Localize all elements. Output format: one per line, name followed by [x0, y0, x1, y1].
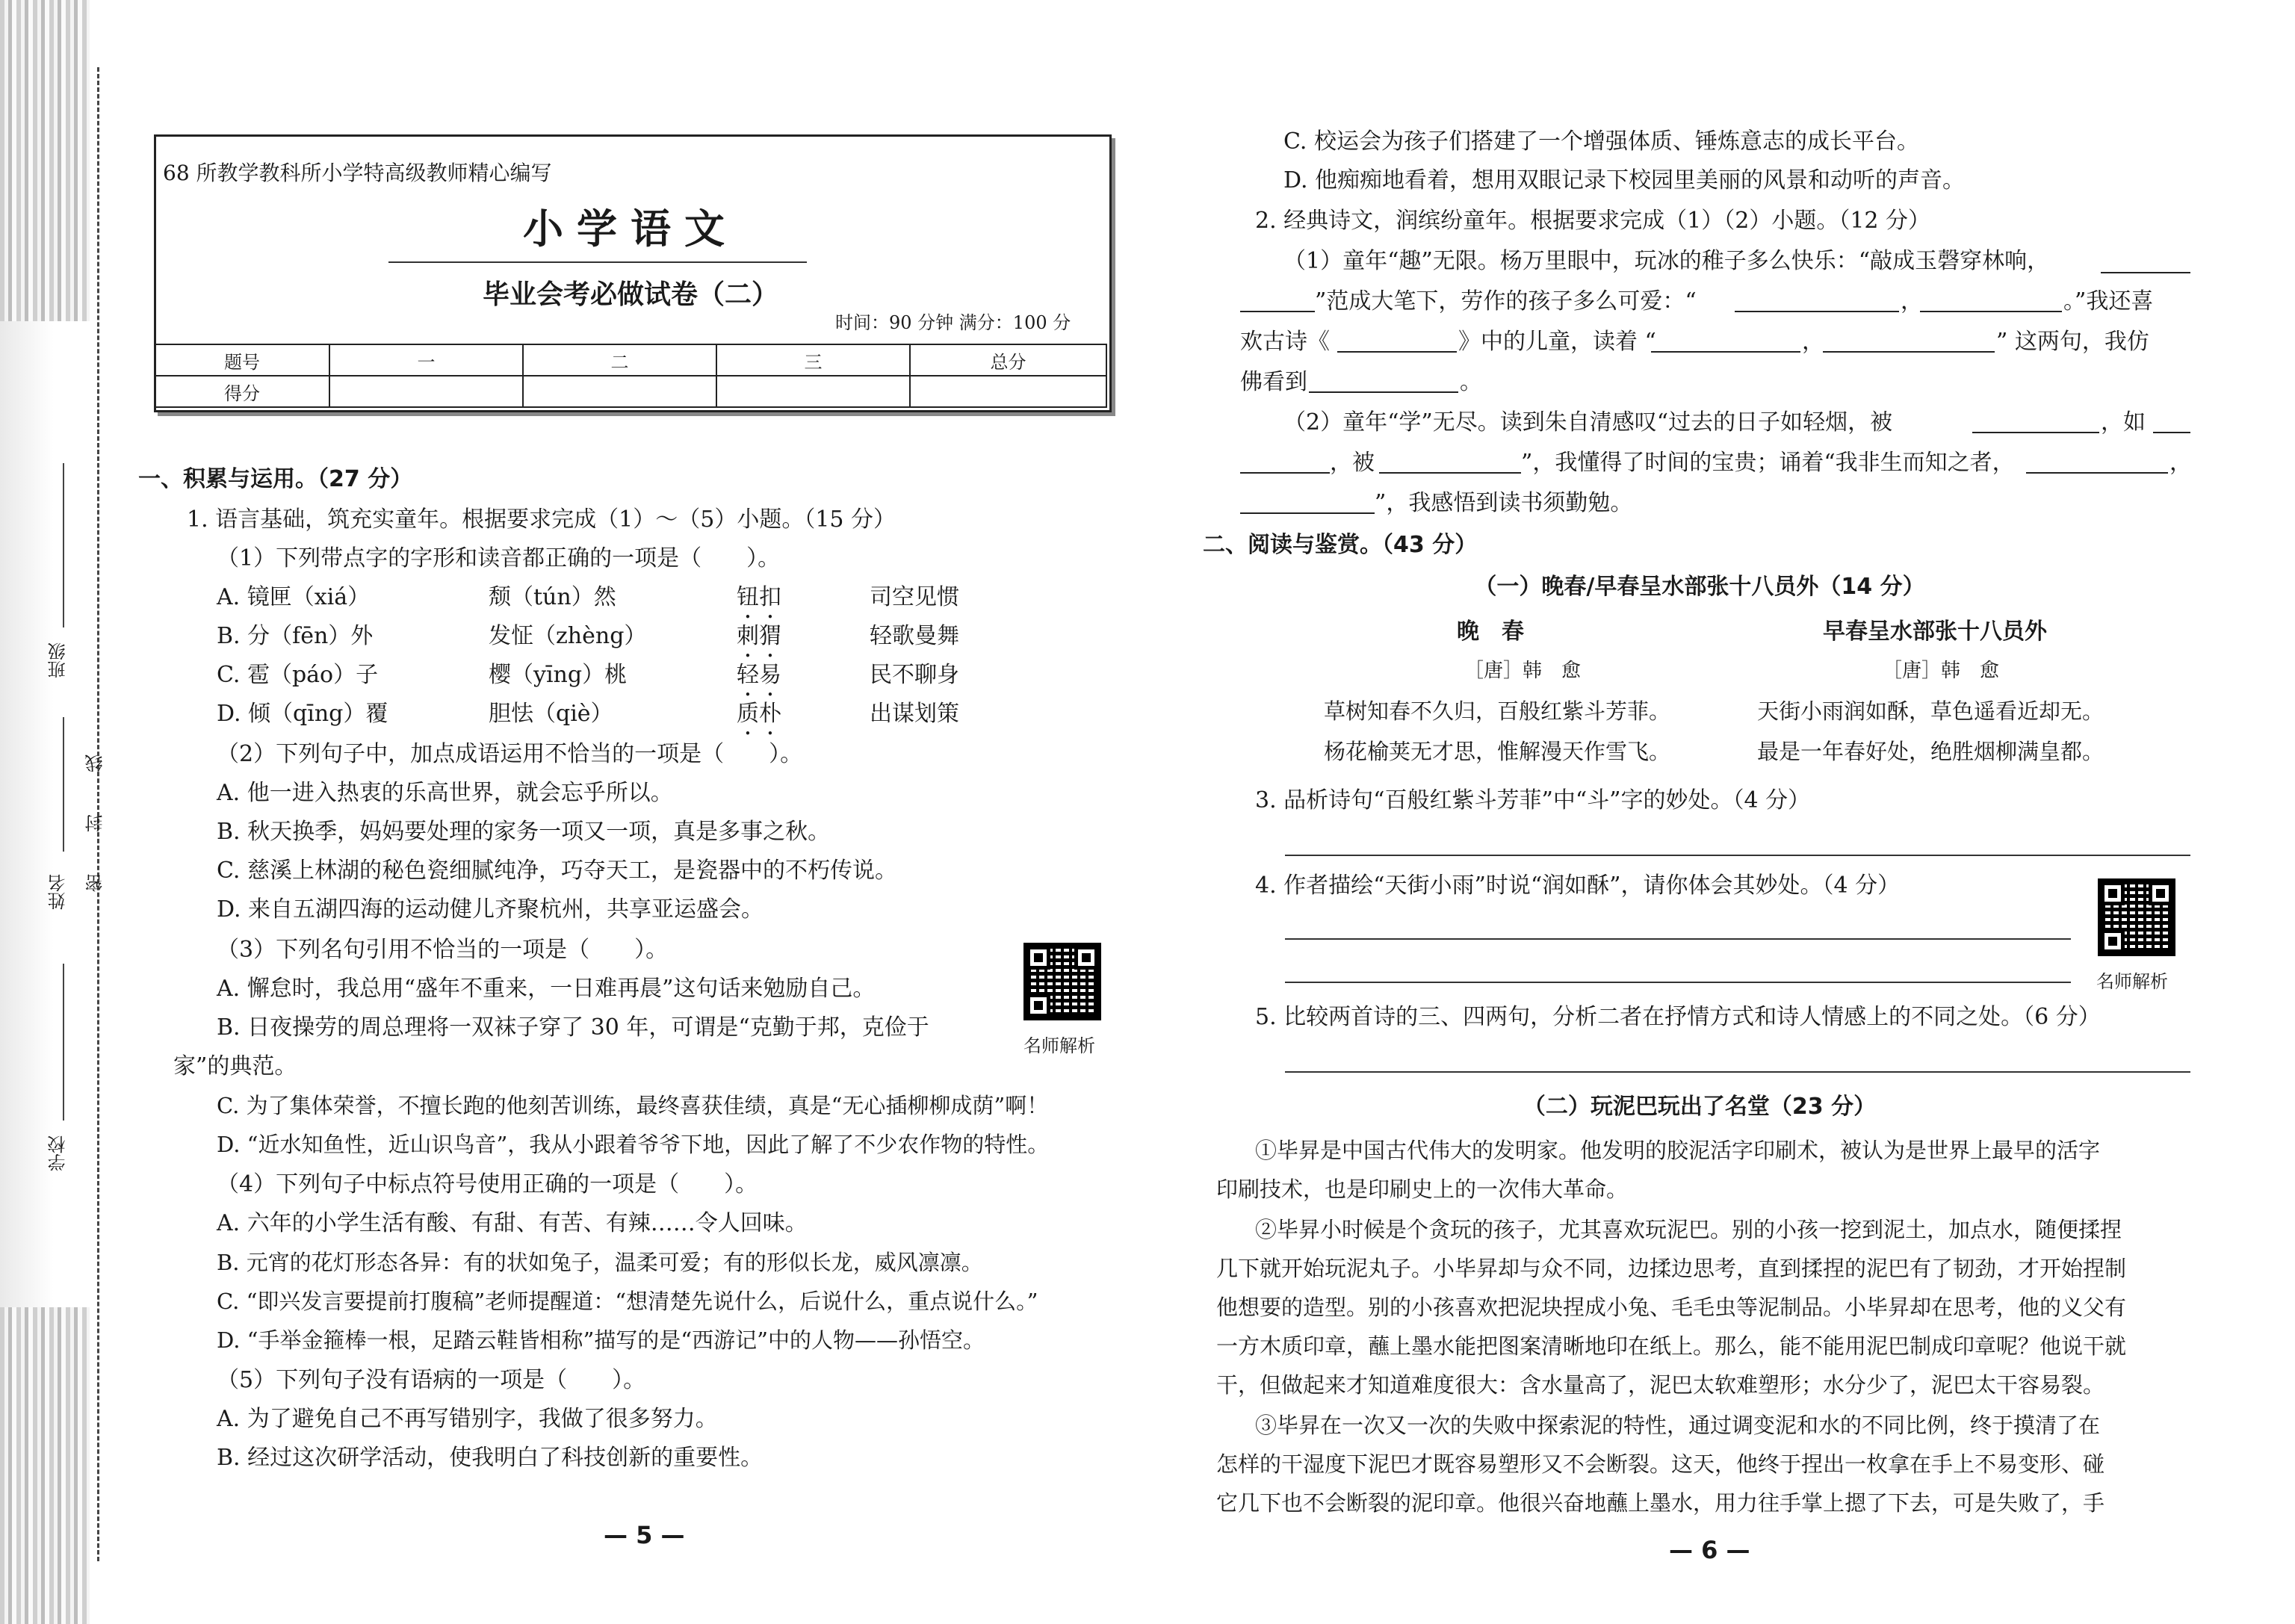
q1-1-option-d1: D. 倾（qīng）覆 — [217, 701, 388, 727]
score-col-3: 三 — [716, 344, 910, 376]
q1-2-option-c: C. 慈溪上林湖的秘色瓷细腻纯净，巧夺天工，是瓷器中的不朽传说。 — [217, 858, 897, 884]
q1-1-option-b2: 发怔（zhèng） — [489, 623, 647, 649]
score-col-label: 题号 — [155, 344, 329, 376]
q2-1-line3b: 》中的儿童，读着 “ — [1458, 329, 1656, 355]
score-row-label: 得分 — [155, 376, 329, 407]
score-cell[interactable] — [716, 376, 910, 407]
answer-blank[interactable] — [2026, 450, 2168, 474]
question-1-3: （3）下列名句引用不恰当的一项是（ ）。 — [217, 937, 669, 963]
question-1-2: （2）下列句子中，加点成语运用不恰当的一项是（ ）。 — [217, 741, 803, 767]
q2-1-line3a: 欢古诗《 — [1240, 329, 1330, 355]
answer-blank[interactable] — [1240, 490, 1375, 514]
qr-finder — [1074, 946, 1098, 970]
answer-blank[interactable] — [1920, 288, 2062, 312]
q1-1-option-d3: 质朴 — [737, 701, 781, 727]
poem-1-line-1: 草树知春不久归，百般红紫斗芳菲。 — [1324, 698, 1671, 724]
section-1-heading: 一、积累与运用。（27 分） — [138, 466, 413, 492]
class-label: 班级 — [48, 642, 69, 678]
answer-blank[interactable] — [1972, 409, 2099, 433]
seal-char-3: 密 — [85, 874, 106, 892]
q1-5-option-c: C. 校运会为孩子们搭建了一个增强体质、锤炼意志的成长平台。 — [1283, 128, 1919, 155]
q2-2-line3: ”，我感悟到读书须勤勉。 — [1375, 490, 1633, 516]
seal-char-2: 封 — [85, 814, 106, 832]
question-3: 3. 品析诗句“百般红紫斗芳菲”中“斗”字的妙处。（4 分） — [1255, 787, 1811, 813]
q1-1-option-b3: 刺猬 — [737, 623, 781, 649]
answer-blank[interactable] — [1823, 329, 1995, 353]
q1-3-option-b: B. 日夜操劳的周总理将一双袜子穿了 30 年，可谓是“克勤于邦，克俭于 — [217, 1014, 929, 1041]
publisher: 68 所教学教科所小学特高级教师精心编写 — [163, 161, 552, 185]
score-table — [154, 344, 1107, 408]
q1-5-option-a: A. 为了避免自己不再写错别字，我做了很多努力。 — [217, 1406, 718, 1432]
passage-line-6: 一方木质印章，蘸上墨水能把图案清晰地印在纸上。那么，能不能用泥巴制成印章呢？他说干就 — [1216, 1333, 2127, 1359]
passage-line-3: ②毕昇小时候是个贪玩的孩子，尤其喜欢玩泥巴。别的小孩一挖到泥土，加点水，随便揉捏 — [1255, 1217, 2122, 1242]
qr-code[interactable] — [1023, 943, 1101, 1020]
q2-1-line4a: 佛看到 — [1240, 369, 1307, 395]
q2-1-line1: （1）童年“趣”无限。杨万里眼中，玩冰的稚子多么快乐：“敲成玉磬穿林响， — [1283, 248, 2050, 274]
time-info: 时间：90 分钟 满分：100 分 — [835, 312, 1071, 333]
page-number-5: — 5 — — [604, 1521, 685, 1549]
q1-5-option-b: B. 经过这次研学活动，使我明白了科技创新的重要性。 — [217, 1445, 764, 1471]
qr-caption: 名师解析 — [1023, 1035, 1095, 1056]
qr-caption: 名师解析 — [2096, 971, 2168, 992]
answer-blank[interactable] — [1337, 329, 1457, 353]
passage-line-8: ③毕昇在一次又一次的失败中探索泥的特性，通过调变泥和水的不同比例，终于摸清了在 — [1255, 1413, 2101, 1438]
answer-blank[interactable] — [1379, 450, 1521, 474]
q1-1-option-a1: A. 镜匣（xiá） — [217, 584, 371, 610]
q2-1-comma2: ， — [1802, 329, 1824, 355]
q1-1-option-a2: 颓（tún）然 — [489, 584, 616, 610]
answer-blank[interactable] — [1735, 288, 1899, 312]
question-5: 5. 比较两首诗的三、四两句，分析二者在抒情方式和诗人情感上的不同之处。（6 分） — [1255, 1004, 2101, 1030]
q1-4-option-c: C. “即兴发言要提前打腹稿”老师提醒道：“想清楚先说什么，后说什么，重点说什么。” — [217, 1289, 1038, 1314]
poem-1-line-2: 杨花榆荚无才思，惟解漫天作雪飞。 — [1324, 739, 1671, 764]
q1-2-option-d: D. 来自五湖四海的运动健儿齐聚杭州，共享亚运盛会。 — [217, 896, 764, 923]
q2-1-line2a: ”范成大笔下，劳作的孩子多么可爱：“ — [1315, 288, 1697, 314]
q1-1-option-c3: 轻易 — [737, 662, 781, 688]
answer-blank[interactable] — [1309, 369, 1458, 393]
page-number-6: — 6 — — [1669, 1536, 1750, 1564]
q1-3-option-c: C. 为了集体荣誉，不擅长跑的他刻苦训练，最终喜获佳绩，真是“无心插柳柳成荫”啊！ — [217, 1093, 1049, 1118]
q1-4-option-a: A. 六年的小学生活有酸、有甜、有苦、有辣……令人回味。 — [217, 1210, 808, 1236]
section-2-heading: 二、阅读与鉴赏。（43 分） — [1203, 532, 1478, 558]
q1-3-option-d: D. “近水知鱼性，近山识鸟音”，我从小跟着爷爷下地，因此了解了不少农作物的特性。 — [217, 1132, 1050, 1157]
name-field-line — [63, 717, 64, 852]
class-field-line — [63, 463, 64, 627]
question-1: 1. 语言基础，筑充实童年。根据要求完成（1）～（5）小题。（15 分） — [187, 506, 896, 533]
name-label: 姓名 — [48, 874, 69, 910]
reading-2-title: （二）玩泥巴玩出了名堂（23 分） — [1523, 1094, 1877, 1120]
poem-1-author: ［唐］韩 愈 — [1464, 660, 1582, 682]
q1-1-option-a4: 司空见惯 — [870, 584, 959, 610]
score-cell[interactable] — [523, 376, 716, 407]
passage-line-9: 怎样的干湿度下泥巴才既容易塑形又不会断裂。这天，他终于捏出一枚拿在手上不易变形、碰 — [1216, 1451, 2105, 1477]
q1-1-option-b1: B. 分（fēn）外 — [217, 623, 374, 649]
q1-1-option-d4: 出谋划策 — [870, 701, 959, 727]
q2-2-comma: ，如 — [2101, 409, 2146, 436]
passage-line-7: 干，但做起来才知道难度很大：含水量高了，泥巴太软难塑形；水分少了，泥巴太干容易裂。 — [1216, 1372, 2105, 1398]
answer-blank[interactable] — [1240, 288, 1315, 312]
passage-line-5: 他想要的造型。别的小孩喜欢把泥块捏成小兔、毛毛虫等泥制品。小毕昇却在思考，他的义父有 — [1216, 1295, 2127, 1320]
qr-finder — [1026, 946, 1050, 970]
q1-3-option-b-cont: 家”的典范。 — [173, 1053, 297, 1079]
poem-2-title: 早春呈水部张十八员外 — [1823, 619, 2047, 645]
question-1-1: （1）下列带点字的字形和读音都正确的一项是（ ）。 — [217, 545, 781, 571]
q2-1-comma: ， — [1901, 288, 1923, 314]
subject-title: 小学语文 — [523, 205, 738, 252]
score-cell[interactable] — [329, 376, 523, 407]
q1-1-option-c1: C. 雹（páo）子 — [217, 662, 379, 688]
question-4: 4. 作者描绘“天街小雨”时说“润如酥”，请你体会其妙处。（4 分） — [1255, 873, 1901, 899]
q1-5-option-d: D. 他痴痴地看着，想用双眼记录下校园里美丽的风景和动听的声音。 — [1283, 167, 1966, 193]
q2-1-line4b: 。 — [1460, 369, 1482, 395]
reading-1-title: （一）晚春/早春呈水部张十八员外（14 分） — [1474, 574, 1925, 600]
passage-line-2: 印刷技术，也是印刷史上的一次伟大革命。 — [1216, 1177, 1629, 1202]
poem-1-title: 晚 春 — [1457, 619, 1524, 645]
question-2: 2. 经典诗文，润缤纷童年。根据要求完成（1）（2）小题。（12 分） — [1255, 208, 1931, 234]
qr-code[interactable] — [2098, 878, 2175, 956]
question-1-5: （5）下列句子没有语病的一项是（ ）。 — [217, 1367, 646, 1393]
q2-1-line2b: 。”我还喜 — [2063, 288, 2154, 314]
qr-finder — [2101, 929, 2125, 953]
school-label: 学校 — [48, 1135, 69, 1171]
q2-2-line1: （2）童年“学”无尽。读到朱自清感叹“过去的日子如轻烟，被 — [1283, 409, 1893, 436]
q1-1-option-c2: 樱（yīng）桃 — [489, 662, 628, 688]
score-col-1: 一 — [329, 344, 523, 376]
q1-1-option-d2: 胆怯（qiè） — [489, 701, 613, 727]
score-col-2: 二 — [523, 344, 716, 376]
poem-2-line-2: 最是一年春好处，绝胜烟柳满皇都。 — [1757, 739, 2104, 764]
title-rule — [388, 261, 807, 263]
q2-2-line2b: ”，我懂得了时间的宝贵；诵着“我非生而知之者， — [1521, 450, 2015, 476]
qr-finder — [1026, 994, 1050, 1017]
passage-line-4: 几下就开始玩泥丸子。小毕昇却与众不同，边揉边思考，直到揉捏的泥巴有了韧劲，才开始捏制 — [1216, 1256, 2127, 1281]
qr-finder — [2101, 881, 2125, 905]
answer-blank[interactable] — [1651, 329, 1800, 353]
answer-line[interactable] — [1285, 982, 2071, 983]
passage-line-1: ①毕昇是中国古代伟大的发明家。他发明的胶泥活字印刷术，被认为是世界上最早的活字 — [1255, 1138, 2101, 1163]
seal-char-1: 线 — [85, 754, 106, 772]
q2-1-line3c: ” 这两句，我仿 — [1996, 329, 2149, 355]
q1-3-option-a: A. 懈怠时，我总用“盛年不重来，一日难再晨”这句话来勉励自己。 — [217, 976, 876, 1002]
q1-4-option-d: D. “手举金箍棒一根，足踏云鞋皆相称”描写的是“西游记”中的人物——孙悟空。 — [217, 1327, 985, 1353]
q1-1-option-c4: 民不聊身 — [870, 662, 959, 688]
answer-line[interactable] — [1285, 855, 2190, 856]
q1-2-option-b: B. 秋天换季，妈妈要处理的家务一项又一项，真是多事之秋。 — [217, 819, 831, 845]
answer-blank[interactable] — [1240, 450, 1330, 474]
answer-blank[interactable] — [2153, 409, 2190, 433]
answer-line[interactable] — [1285, 938, 2071, 940]
q1-4-option-b: B. 元宵的花灯形态各异：有的状如兔子，温柔可爱；有的形似长龙，威风凛凛。 — [217, 1250, 983, 1275]
school-field-line — [63, 964, 64, 1121]
answer-line[interactable] — [1285, 1071, 2190, 1073]
q1-2-option-a: A. 他一进入热衷的乐高世界，就会忘乎所以。 — [217, 780, 673, 806]
qr-finder — [2149, 881, 2172, 905]
paper-title: 毕业会考必做试卷（二） — [482, 279, 778, 310]
passage-line-10: 它几下也不会断裂的泥印章。他很兴奋地蘸上墨水，用力往手掌上摁了下去，可是失败了，手 — [1216, 1490, 2105, 1516]
poem-2-author: ［唐］韩 愈 — [1883, 660, 2000, 682]
q2-2-comma2: ， — [2169, 450, 2192, 476]
q1-1-option-b4: 轻歌曼舞 — [870, 623, 959, 649]
score-cell[interactable] — [910, 376, 1106, 407]
answer-blank[interactable] — [2101, 250, 2190, 273]
score-col-total: 总分 — [910, 344, 1106, 376]
question-1-4: （4）下列句子中标点符号使用正确的一项是（ ）。 — [217, 1171, 758, 1197]
q1-1-option-a3: 钮扣 — [737, 584, 781, 610]
poem-2-line-1: 天街小雨润如酥，草色遥看近却无。 — [1757, 698, 2104, 724]
q2-2-line2a: ，被 — [1330, 450, 1375, 476]
